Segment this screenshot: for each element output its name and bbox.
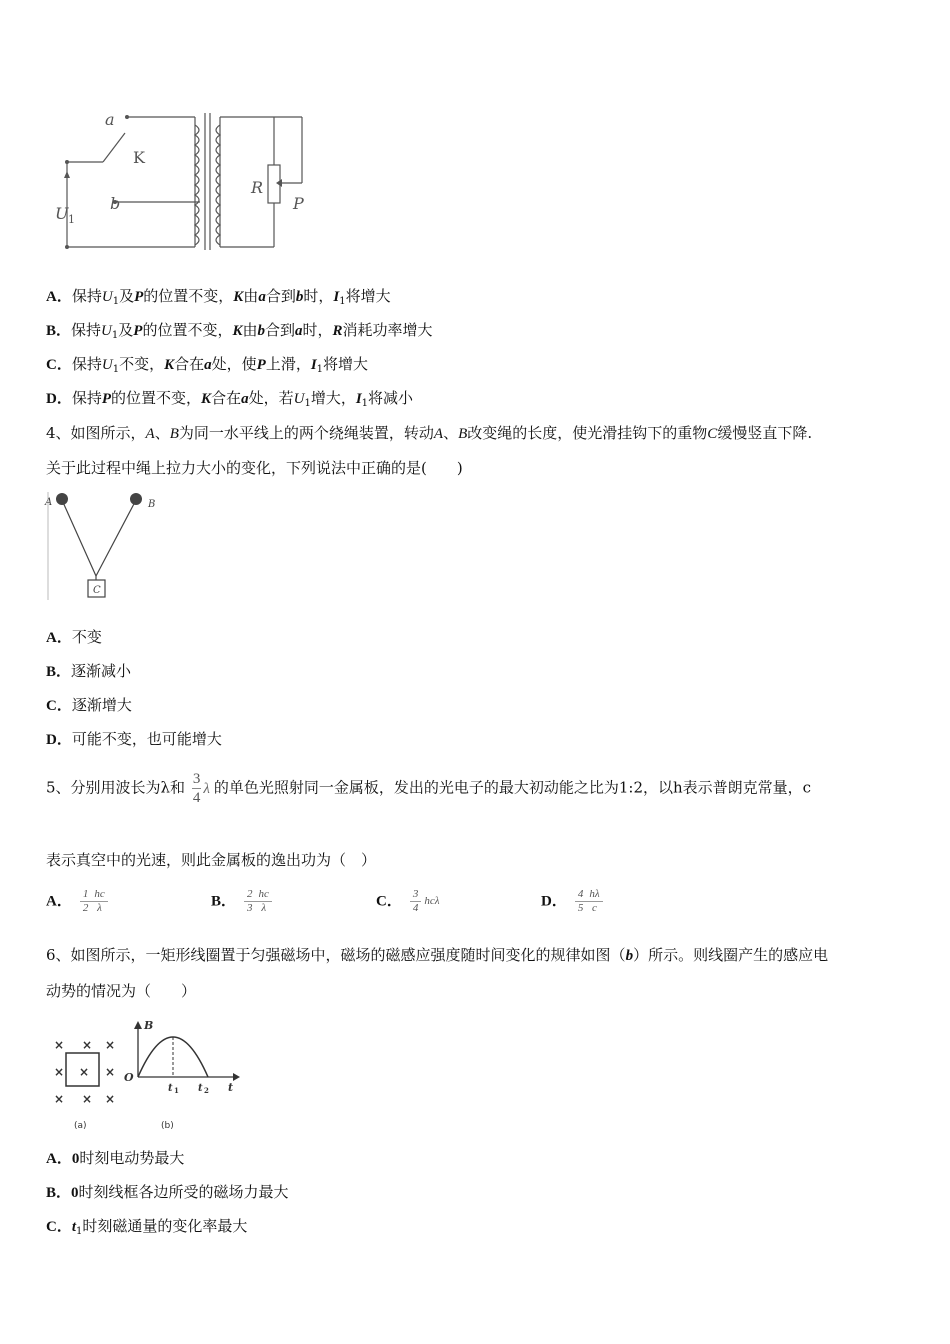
q3-option-b[interactable]: B．保持$U_1$及P的位置不变，K由b合到a时，R消耗功率增大 [46, 321, 433, 341]
rope-hanging-figure [44, 488, 169, 603]
q6-stem-line2: 动势的情况为（ ） [46, 982, 197, 1000]
q6-option-a[interactable]: A．0时刻电动势最大 [46, 1149, 185, 1167]
fig3-label-a: a [105, 110, 115, 129]
fig3-label-p: P [293, 194, 304, 213]
svg-text:×: × [79, 1065, 90, 1079]
svg-text:×: × [105, 1038, 116, 1052]
q5-answer-c[interactable]: C． 3 hcλ 4 [376, 888, 440, 914]
q6-stem-line1: 6、如图所示，一矩形线圈置于匀强磁场中，磁场的磁感应强度随时间变化的规律如图（b）所示。则线圈产生的感应电 [46, 946, 829, 964]
q5-answer-a[interactable]: A． 1 hc 2 λ [46, 888, 108, 915]
svg-text:×: × [82, 1038, 93, 1052]
q5-answer-d[interactable]: D． 4 hλ 5 c [541, 888, 603, 915]
fig3-label-b: b [110, 194, 121, 213]
fig4-label-c: C [93, 585, 101, 596]
svg-text:×: × [105, 1065, 116, 1079]
q6-option-c[interactable]: C．$t_1$时刻磁通量的变化率最大 [46, 1217, 248, 1237]
fig3-label-k: K [133, 148, 145, 167]
svg-text:×: × [82, 1092, 93, 1106]
fig6-label-t1: t [168, 1083, 173, 1094]
q5-answer-b[interactable]: B． 2 hc 3 λ [211, 888, 272, 915]
fig6-label-t2-sub: 2 [204, 1086, 209, 1095]
svg-text:×: × [54, 1092, 65, 1106]
transformer-circuit-figure [55, 105, 315, 260]
q4-stem-line1: 4、如图所示，A、B为同一水平线上的两个绕绳装置，转动A、B改变绳的长度，使光滑挂钩下的重物C缓慢竖直下降. [46, 424, 813, 442]
magnetic-field-figure [48, 1015, 248, 1137]
fig3-label-r: R [251, 178, 264, 197]
q4-option-a[interactable]: A．不变 [46, 628, 102, 646]
fig3-label-u-sub: 1 [68, 213, 75, 226]
fig4-label-a: A [45, 497, 53, 508]
q3-option-c[interactable]: C．保持$U_1$不变，K合在a处，使P上滑，$I_1$将增大 [46, 355, 369, 375]
fig6-label-b: B [144, 1019, 154, 1032]
q5-stem-line1: 5、分别用波长为λ和 $\frac{3}{4}$ λ 的单色光照射同一金属板，发出的光电子的最大初动能之比为1:2，以h表示普朗克常量，c [46, 771, 812, 806]
svg-text:×: × [54, 1065, 65, 1079]
svg-text:×: × [105, 1092, 116, 1106]
svg-text:×: × [54, 1038, 65, 1052]
q6-option-b[interactable]: B．0时刻线框各边所受的磁场力最大 [46, 1183, 289, 1201]
q5-fraction: $\frac{3}{4}$ [192, 771, 201, 806]
fig3-label-u: U [55, 204, 69, 223]
fig6-caption-b: (b) [161, 1121, 174, 1131]
q4-option-b[interactable]: B．逐渐减小 [46, 662, 132, 680]
q4-option-c[interactable]: C．逐渐增大 [46, 696, 132, 714]
fig6-label-t1-sub: 1 [174, 1086, 179, 1095]
fig6-label-t: t [228, 1081, 234, 1094]
q5-answers [46, 888, 906, 924]
q4-stem-line2: 关于此过程中绳上拉力大小的变化，下列说法中正确的是( ) [46, 459, 463, 477]
fig6-label-t2: t [198, 1083, 203, 1094]
fig6-caption-a: (a) [74, 1121, 87, 1131]
q3-option-d[interactable]: D．保持P的位置不变，K合在a处，若$U_1$增大，$I_1$将减小 [46, 389, 414, 409]
q5-stem-line2: 表示真空中的光速，则此金属板的逸出功为（ ） [46, 851, 377, 869]
fig6-label-o: O [124, 1071, 134, 1084]
q4-option-d[interactable]: D．可能不变，也可能增大 [46, 730, 222, 748]
q3-option-a[interactable]: A．保持$U_1$及P的位置不变，K由a合到b时，$I_1$将增大 [46, 287, 391, 307]
fig4-label-b: B [148, 499, 156, 510]
